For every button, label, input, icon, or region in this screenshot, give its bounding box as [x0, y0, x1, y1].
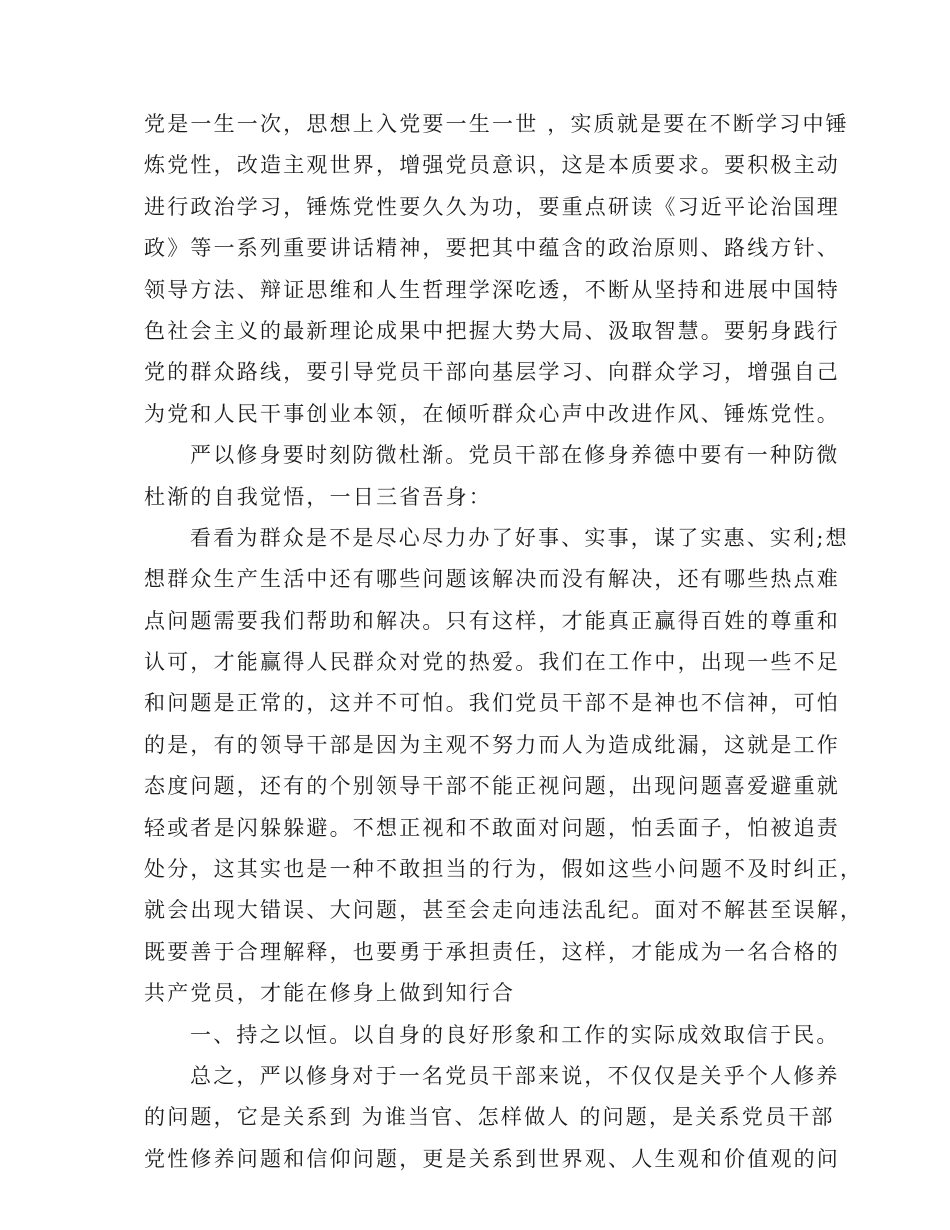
text-line: 杜渐的自我觉悟，一日三省吾身： — [144, 484, 492, 509]
text-line: 炼党性，改造主观世界，增强党员意识，这是本质要求。要积极主动 — [144, 153, 840, 178]
text-line: 总之，严以修身对于一名党员干部来说，不仅仅是关乎个人修养 — [190, 1063, 840, 1088]
text-line: 共产党员，才能在修身上做到知行合 — [144, 981, 516, 1006]
text-line: 既要善于合理解释，也要勇于承担责任，这样，才能成为一名合格的 — [144, 939, 840, 964]
text-line: 政》等一系列重要讲话精神，要把其中蕴含的政治原则、路线方针、 — [144, 236, 840, 261]
document-body — [144, 104, 864, 1180]
text-line: 想群众生产生活中还有哪些问题该解决而没有解决，还有哪些热点难 — [144, 567, 840, 592]
text-line: 点问题需要我们帮助和解决。只有这样，才能真正赢得百姓的尊重和 — [144, 608, 840, 633]
text-line: 进行政治学习，锤炼党性要久久为功，要重点研读《习近平论治国理 — [144, 194, 840, 219]
text-line: 一、持之以恒。以自身的良好形象和工作的实际成效取信于民。 — [190, 1022, 840, 1047]
text-line: 色社会主义的最新理论成果中把握大势大局、汲取智慧。要躬身践行 — [144, 318, 840, 343]
text-line: 党性修养问题和信仰问题，更是关系到世界观、人生观和价值观的问 — [144, 1146, 840, 1171]
text-line: 党是一生一次，思想上入党要一生一世 ，实质就是要在不断学习中锤 — [144, 112, 849, 136]
text-line: 轻或者是闪躲躲避。不想正视和不敢面对问题，怕丢面子，怕被追责 — [144, 815, 840, 840]
text-line: 和问题是正常的，这并不可怕。我们党员干部不是神也不信神，可怕 — [144, 691, 840, 716]
text-line: 的是，有的领导干部是因为主观不努力而人为造成纰漏，这就是工作 — [144, 732, 840, 757]
text-line: 为党和人民干事创业本领，在倾听群众心声中改进作风、锤炼党性。 — [144, 401, 840, 426]
text-line: 态度问题，还有的个别领导干部不能正视问题，出现问题喜爱避重就 — [144, 774, 840, 799]
text-line: 就会出现大错误、大问题，甚至会走向违法乱纪。面对不解甚至误解， — [144, 898, 864, 923]
text-line: 党的群众路线，要引导党员干部向基层学习、向群众学习，增强自己 — [144, 360, 840, 385]
text-line: 的问题，它是关系到 为谁当官、怎样做人 的问题，是关系党员干部 — [144, 1105, 835, 1130]
text-line: 领导方法、辩证思维和人生哲理学深吃透，不断从坚持和进展中国特 — [144, 277, 840, 302]
text-line: 处分，这其实也是一种不敢担当的行为，假如这些小问题不及时纠正， — [144, 857, 864, 882]
text-line: 严以修身要时刻防微杜渐。党员干部在修身养德中要有一种防微 — [190, 443, 840, 468]
text-line: 看看为群众是不是尽心尽力办了好事、实事，谋了实惠、实利;想 — [190, 525, 849, 550]
text-line: 认可，才能赢得人民群众对党的热爱。我们在工作中，出现一些不足 — [144, 650, 840, 675]
